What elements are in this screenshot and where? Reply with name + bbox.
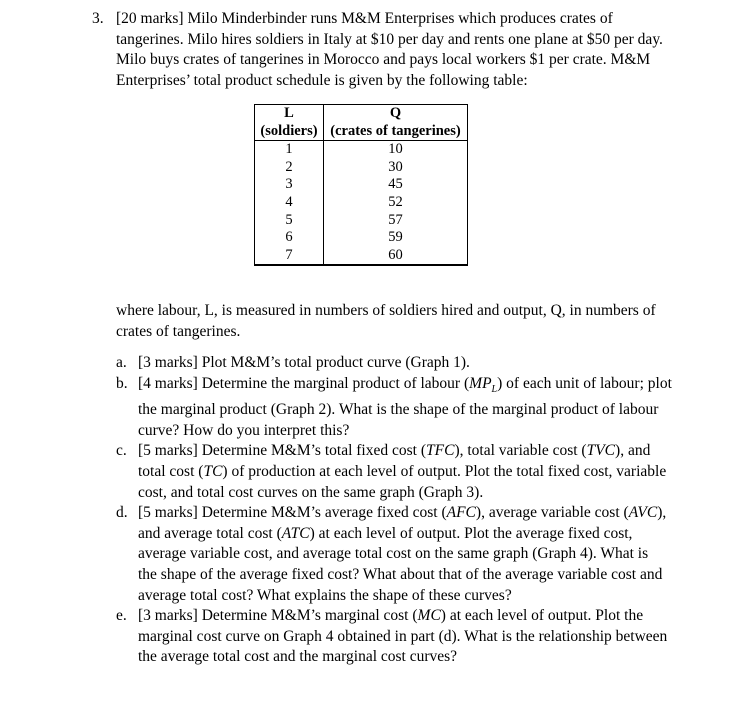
table-row bbox=[255, 229, 468, 247]
column-header-l: L bbox=[255, 105, 324, 123]
column-unit-l: (soldiers) bbox=[255, 123, 324, 141]
definition-line: where labour, L, is measured in numbers of soldiers hired and output, Q, in numbers of bbox=[116, 302, 656, 319]
cell-q: 59 bbox=[324, 229, 468, 247]
total-product-table bbox=[254, 104, 468, 266]
cell-l: 4 bbox=[255, 194, 324, 212]
part-letter: b. bbox=[116, 374, 128, 392]
part-line: curve? How do you interpret this? bbox=[138, 421, 350, 439]
table-row bbox=[255, 247, 468, 266]
cell-q: 10 bbox=[324, 141, 468, 159]
question-intro bbox=[116, 9, 716, 91]
part-line: [5 marks] Determine M&M’s total fixed cost (TFC), total variable cost (TVC), and bbox=[138, 442, 651, 460]
question-part bbox=[116, 606, 696, 668]
cell-q: 52 bbox=[324, 194, 468, 212]
part-line: [4 marks] Determine the marginal product of labour $(MP_L)$ of each unit of labour; plot bbox=[138, 374, 672, 395]
cell-l: 2 bbox=[255, 159, 324, 177]
part-line: [3 marks] Determine M&M’s marginal cost (MC) at each level of output. Plot the bbox=[138, 607, 644, 625]
table-row bbox=[255, 159, 468, 177]
part-line: average variable cost, and average total cost on the same graph (Graph 4). What is bbox=[138, 545, 649, 563]
cell-q: 30 bbox=[324, 159, 468, 177]
question-part bbox=[116, 503, 696, 606]
part-line: the average total cost and the marginal cost curves? bbox=[138, 648, 458, 666]
question-number: 3. bbox=[92, 10, 104, 27]
column-header-q: Q bbox=[324, 105, 468, 123]
table-row bbox=[255, 141, 468, 159]
question-part bbox=[116, 374, 696, 442]
part-letter: a. bbox=[116, 354, 127, 371]
cell-l: 7 bbox=[255, 247, 324, 266]
part-letter: c. bbox=[116, 442, 127, 460]
part-line: and average total cost (ATC) at each level of output. Plot the average fixed cost, bbox=[138, 524, 633, 542]
intro-line: Enterprises’ total product schedule is given by the following table: bbox=[116, 71, 528, 89]
cell-l: 5 bbox=[255, 212, 324, 230]
intro-line: tangerines. Milo hires soldiers in Italy at $10 per day and rents one plane at $50 per day. bbox=[116, 30, 663, 48]
table-row bbox=[255, 212, 468, 230]
cell-l: 3 bbox=[255, 176, 324, 194]
definition-paragraph bbox=[116, 301, 716, 342]
definition-line: crates of tangerines. bbox=[116, 322, 241, 340]
part-letter: d. bbox=[116, 504, 128, 522]
column-unit-q: (crates of tangerines) bbox=[324, 123, 468, 141]
question-parts-list bbox=[116, 353, 696, 668]
part-line: cost, and total cost curves on the same graph (Graph 3). bbox=[138, 483, 484, 501]
table-row bbox=[255, 194, 468, 212]
cell-q: 60 bbox=[324, 247, 468, 266]
intro-line: Milo buys crates of tangerines in Morocco and pays local workers $1 per crate. M&M bbox=[116, 51, 651, 69]
part-line: marginal cost curve on Graph 4 obtained in part (d). What is the relationship between bbox=[138, 627, 668, 645]
question-part bbox=[116, 441, 696, 503]
cell-q: 45 bbox=[324, 176, 468, 194]
part-line: the shape of the average fixed cost? What about that of the average variable cost and bbox=[138, 566, 663, 584]
part-line: the marginal product (Graph 2). What is the shape of the marginal product of labour bbox=[138, 401, 659, 419]
part-letter: e. bbox=[116, 607, 127, 625]
intro-line: [20 marks] Milo Minderbinder runs M&M Enterprises which produces crates of bbox=[116, 10, 613, 27]
part-line: total cost (TC) of production at each level of output. Plot the total fixed cost, variable bbox=[138, 463, 667, 481]
part-line: [3 marks] Plot M&M’s total product curve (Graph 1). bbox=[138, 354, 470, 371]
cell-l: 6 bbox=[255, 229, 324, 247]
question-part bbox=[116, 353, 696, 374]
part-line: average total cost? What explains the shape of these curves? bbox=[138, 586, 512, 604]
part-line: [5 marks] Determine M&M’s average fixed cost (AFC), average variable cost (AVC), bbox=[138, 504, 667, 522]
cell-l: 1 bbox=[255, 141, 324, 159]
cell-q: 57 bbox=[324, 212, 468, 230]
table-row bbox=[255, 176, 468, 194]
